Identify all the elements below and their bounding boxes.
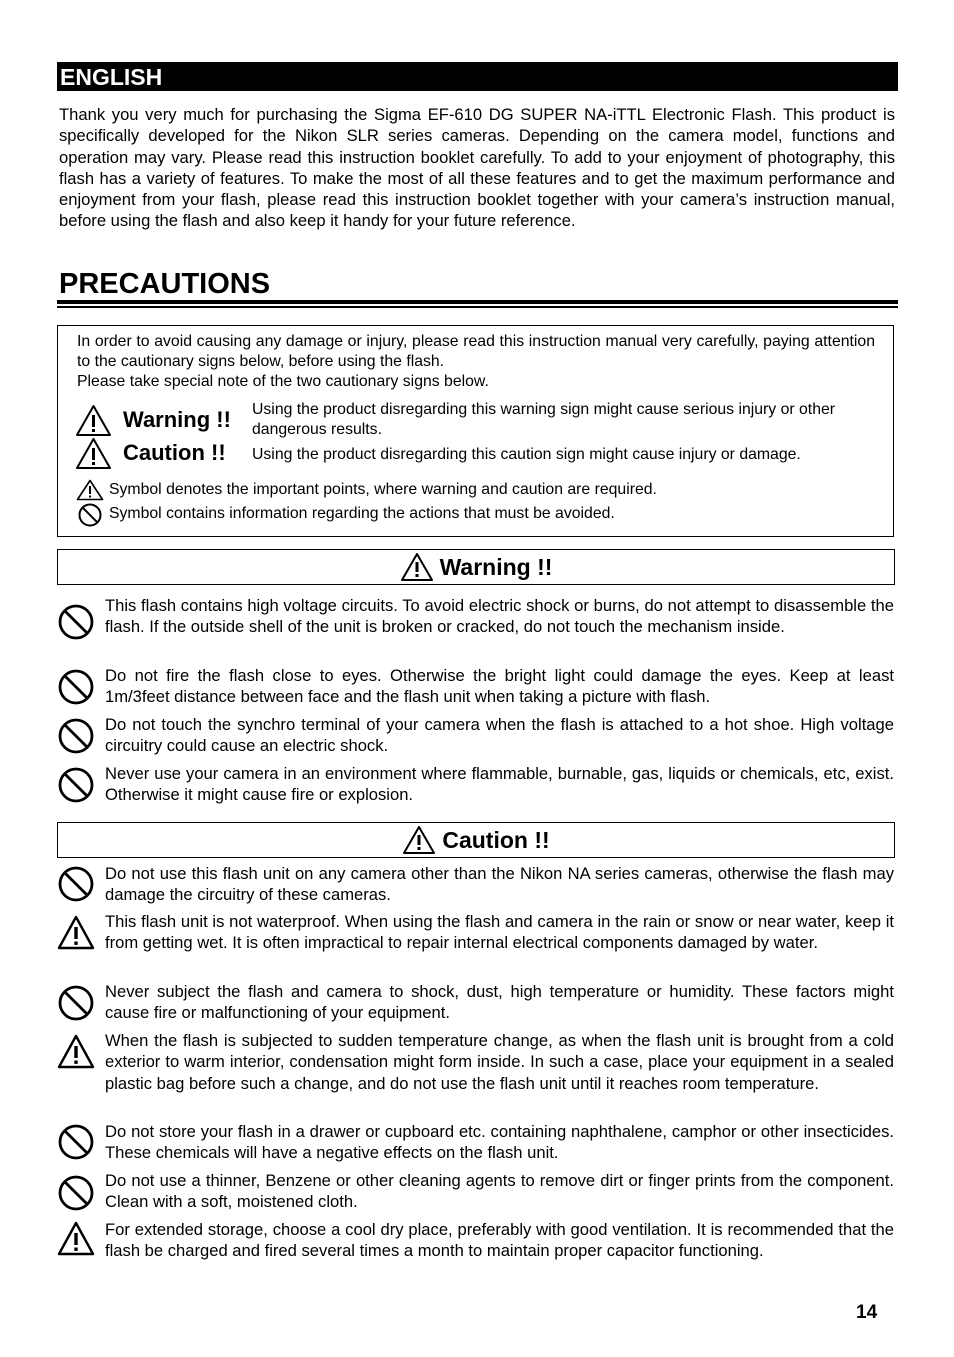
caution-item-text: This flash unit is not waterproof. When using the flash and camera in the rain or snow or near water, keep it from getting wet. It is often impractical to repair internal electrical components damaged by water. <box>105 912 894 953</box>
caution-item-text: Do not store your flash in a drawer or cupboard etc. containing naphthalene, camphor or other insecticides. These chemicals will have a negative effects on the flash unit. <box>105 1122 894 1163</box>
warning-item-text: Never use your camera in an environment where flammable, burnable, gas, liquids or chemicals, etc, exist. Otherwise it might cause fire or explosion. <box>105 764 894 805</box>
warning-item <box>57 763 895 807</box>
page-number: 14 <box>856 1302 878 1323</box>
language-header: ENGLISH <box>57 62 898 91</box>
prohibition-icon <box>57 984 95 1022</box>
warning-triangle-icon <box>402 825 436 855</box>
prohibition-icon <box>57 717 95 755</box>
caution-item-text: When the flash is subjected to sudden temperature change, as when the flash unit is brought from a cold exterior to warm interior, condensation might form inside. In such a case, place your equipment in a sealed plastic bag before such a change, and do not use the flash unit until it reaches room temperature. <box>105 1031 894 1093</box>
warning-item-text: Do not touch the synchro terminal of your camera when the flash is attached to a hot shoe. High voltage circuitry could cause an electric shock. <box>105 715 894 756</box>
prohibition-icon <box>76 503 104 527</box>
caution-item <box>57 863 895 907</box>
notice-text <box>77 332 875 392</box>
warning-item-text: Do not fire the flash close to eyes. Otherwise the bright light could damage the eyes. Keep at least 1m/3feet distance between face and the flash unit when taking a picture with flash. <box>105 666 894 707</box>
title-rule-thick <box>57 300 898 304</box>
caution-item <box>57 1121 895 1165</box>
symbol-text-prohibition: Symbol contains information regarding the actions that must be avoided. <box>109 505 615 522</box>
warning-triangle-icon <box>57 1221 95 1257</box>
warning-triangle-icon <box>76 479 104 501</box>
warning-triangle-icon <box>75 437 112 470</box>
sign-label-warning: Warning !! <box>123 407 231 432</box>
prohibition-icon <box>57 603 95 641</box>
notice-line-2: Please take special note of the two cautionary signs below. <box>77 373 489 390</box>
caution-item-text: Do not use this flash unit on any camera other than the Nikon NA series cameras, otherwise the flash may damage the circuitry of these cameras. <box>105 864 894 905</box>
warning-triangle-icon <box>75 404 112 437</box>
warning-item <box>57 714 895 758</box>
warning-triangle-icon <box>400 552 434 582</box>
warning-triangle-icon <box>57 1034 95 1070</box>
caution-item <box>57 981 895 1025</box>
warning-section-title: Warning !! <box>439 553 553 580</box>
warning-item <box>57 595 895 661</box>
symbol-text-warning: Symbol denotes the important points, where warning and caution are required. <box>109 481 657 498</box>
notice-box <box>57 325 894 537</box>
caution-item <box>57 1030 895 1118</box>
caution-item-text: Never subject the flash and camera to shock, dust, high temperature or humidity. These factors might cause fire or malfunctioning of your equipment. <box>105 982 894 1023</box>
caution-item <box>57 1170 895 1214</box>
prohibition-icon <box>57 1123 95 1161</box>
title-rule-thin <box>57 306 898 308</box>
precautions-title: PRECAUTIONS <box>59 268 271 300</box>
caution-item-text: For extended storage, choose a cool dry place, preferably with good ventilation. It is recommended that the flash be charged and fired several times a month to maintain proper capacitor functioning. <box>105 1220 894 1261</box>
caution-section-title: Caution !! <box>442 826 550 853</box>
prohibition-icon <box>57 865 95 903</box>
caution-item <box>57 911 895 977</box>
warning-section-header <box>57 549 895 585</box>
sign-desc-warning: Using the product disregarding this warning sign might cause serious injury or other dangerous results. <box>252 401 836 438</box>
caution-item <box>57 1219 895 1285</box>
sign-desc-caution: Using the product disregarding this caution sign might cause injury or damage. <box>252 446 801 463</box>
caution-section-header <box>57 822 895 858</box>
prohibition-icon <box>57 668 95 706</box>
warning-triangle-icon <box>57 915 95 951</box>
prohibition-icon <box>57 766 95 804</box>
sign-label-caution: Caution !! <box>123 440 226 465</box>
prohibition-icon <box>57 1174 95 1212</box>
sign-row-caution <box>75 436 875 472</box>
warning-item-text: This flash contains high voltage circuits. To avoid electric shock or burns, do not attempt to disassemble the flash. If the outside shell of the unit is broken or cracked, do not touch the mechanism inside. <box>105 596 894 637</box>
notice-line-1: In order to avoid causing any damage or injury, please read this instruction manual very carefully, paying attention to the cautionary signs below, before using the flash. <box>77 333 875 370</box>
intro-paragraph: Thank you very much for purchasing the Sigma EF-610 DG SUPER NA-iTTL Electronic Flash. This product is specifically developed for the Nikon SLR series cameras. Depending on the camera model, functions and operation may vary. Please read this instruction booklet carefully. To add to your enjoyment of photography, this flash has a variety of features. To make the most of all these features and to get the maximum performance and enjoyment from your flash, please read this instruction booklet together with your camera’s instruction manual, before using the flash and also keep it handy for your future reference. <box>59 105 895 231</box>
caution-item-text: Do not use a thinner, Benzene or other cleaning agents to remove dirt or finger prints from the component. Clean with a soft, moistened cloth. <box>105 1171 894 1212</box>
warning-item <box>57 665 895 709</box>
